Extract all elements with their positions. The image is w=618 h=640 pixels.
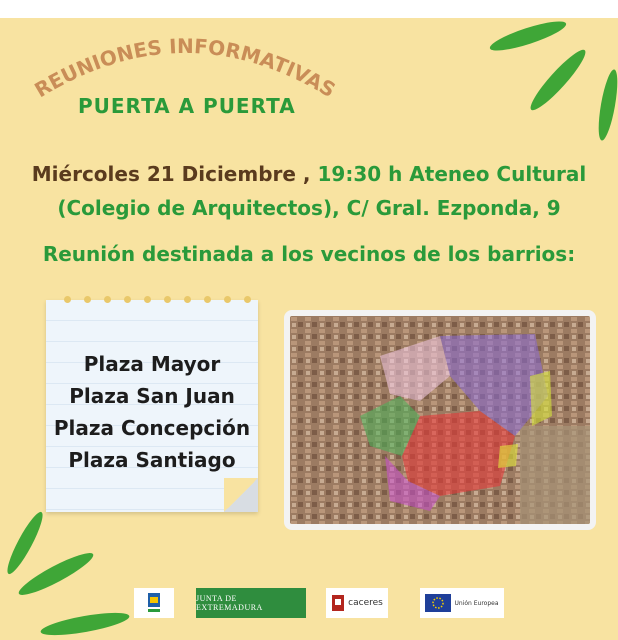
leaf-decoration [487, 18, 568, 56]
municipal-crest-icon [144, 591, 164, 615]
event-audience: Reunión destinada a los vecinos de los barrios: [42, 242, 576, 266]
neighborhood-list [46, 348, 258, 476]
aerial-map [284, 310, 596, 530]
event-date: Miércoles 21 Diciembre , [31, 162, 311, 186]
top-bar [0, 0, 618, 18]
event-address: (Colegio de Arquitectos), C/ Gral. Ezponda, 9 [57, 196, 561, 220]
union-europea-text: Unión Europea [454, 599, 499, 607]
logo-junta-extremadura [196, 588, 306, 618]
logo-municipal [134, 588, 174, 618]
neighborhood-item: Plaza San Juan [69, 384, 235, 408]
sponsor-logos [0, 588, 618, 628]
title-arc-text: REUNIONES INFORMATIVAS [30, 33, 340, 103]
event-time-place: 19:30 h Ateneo Cultural [317, 162, 587, 186]
logo-union-europea [420, 588, 504, 618]
leaf-decoration [595, 68, 618, 141]
caceres-crest-icon [331, 594, 345, 612]
leaf-decoration [525, 45, 590, 115]
leaf-decoration [2, 509, 47, 577]
eu-flag-icon [425, 594, 451, 612]
caceres-text: caceres [348, 598, 383, 608]
neighborhood-note [46, 300, 258, 512]
neighborhood-item: Plaza Mayor [83, 352, 221, 376]
note-curl [224, 478, 258, 512]
junta-extremadura-text: JUNTA DE EXTREMADURA [196, 594, 263, 612]
note-rings [64, 296, 244, 306]
event-line-date [10, 162, 608, 186]
map-image [290, 316, 590, 524]
poster [0, 18, 618, 640]
neighborhood-item: Plaza Santiago [68, 448, 236, 472]
neighborhood-item: Plaza Concepción [53, 416, 251, 440]
subtitle: PUERTA A PUERTA [78, 94, 296, 118]
logo-caceres [326, 588, 388, 618]
